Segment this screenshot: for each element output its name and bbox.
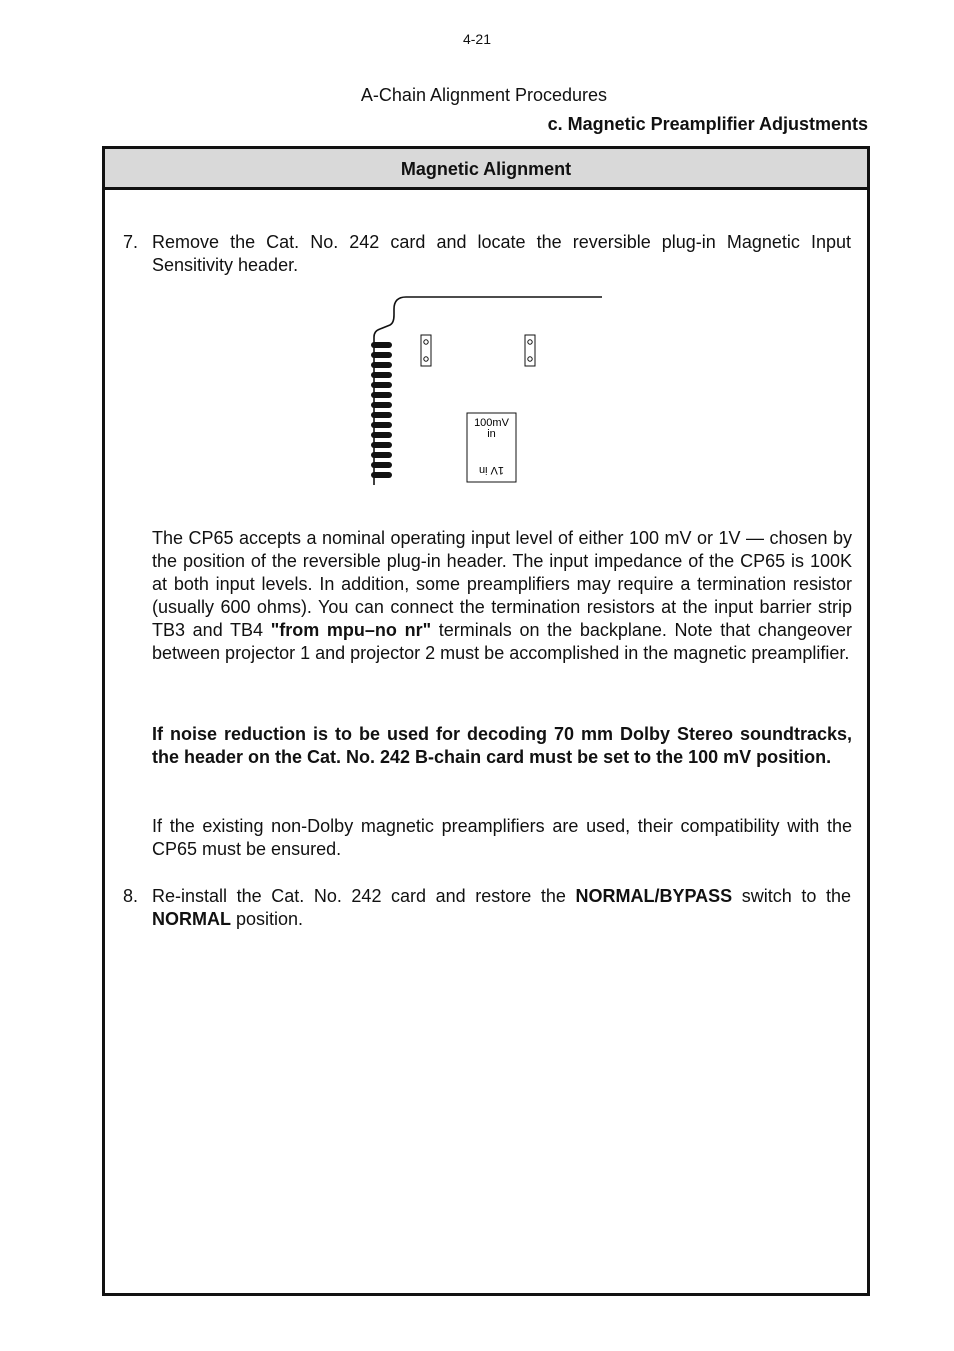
header-label-100mv: 100mV [474, 417, 509, 429]
step-8-text-c: position. [231, 909, 304, 929]
header-label-in: in [487, 428, 496, 440]
step-8-text-b: switch to the [732, 886, 852, 906]
box-title: Magnetic Alignment [105, 149, 867, 190]
para1-text-b: terminals on the backplane. Note that changeover between projector 1 and projector 2 must be accomplished in the magnetic preamplifier. [152, 620, 852, 663]
compatibility-note: If the existing non-Dolby magnetic preamplifiers are used, their compatibility with the CP65 must be ensured. [152, 816, 852, 859]
header-label-1v-in: 1V in [478, 464, 505, 476]
para1-bold-terminals: "from mpu–no nr" [270, 620, 432, 640]
page-number: 4-21 [462, 31, 492, 47]
step-8-number: 8. [123, 886, 139, 906]
step-8-text-a: Re-install the Cat. No. 242 card and restore the [152, 886, 576, 906]
card-header-diagram [368, 295, 608, 490]
step-8-bold-normal-bypass: NORMAL/BYPASS [575, 886, 733, 906]
step-7-text: Remove the Cat. No. 242 card and locate the reversible plug-in Magnetic Input Sensitivity header. [152, 232, 851, 275]
step-7 [123, 231, 851, 277]
subsection-title: c. Magnetic Preamplifier Adjustments [547, 114, 868, 134]
step-8-bold-normal: NORMAL [152, 909, 231, 929]
para1-text-a: The CP65 accepts a nominal operating input level of either 100 mV or 1V — chosen by the position of the reversible plug-in header. The input impedance of the CP65 is 100K at both input levels. In addition, some preamplifiers may require a termination resistor (usually 600 ohms). You can connect the termination resistors at the input barrier strip TB3 and TB4 [152, 528, 852, 640]
noise-reduction-warning: If noise reduction is to be used for decoding 70 mm Dolby Stereo soundtracks, the header on the Cat. No. 242 B-chain card must be set to the 100 mV position. [152, 724, 852, 767]
jumper-left [421, 335, 431, 366]
jumper-right [525, 335, 535, 366]
step-8-text [152, 885, 851, 931]
step-8 [123, 885, 851, 931]
magnetic-alignment-box [102, 146, 870, 1296]
step-7-number: 7. [123, 232, 139, 252]
header-description-paragraph [152, 527, 852, 665]
section-title: A-Chain Alignment Procedures [360, 85, 608, 105]
